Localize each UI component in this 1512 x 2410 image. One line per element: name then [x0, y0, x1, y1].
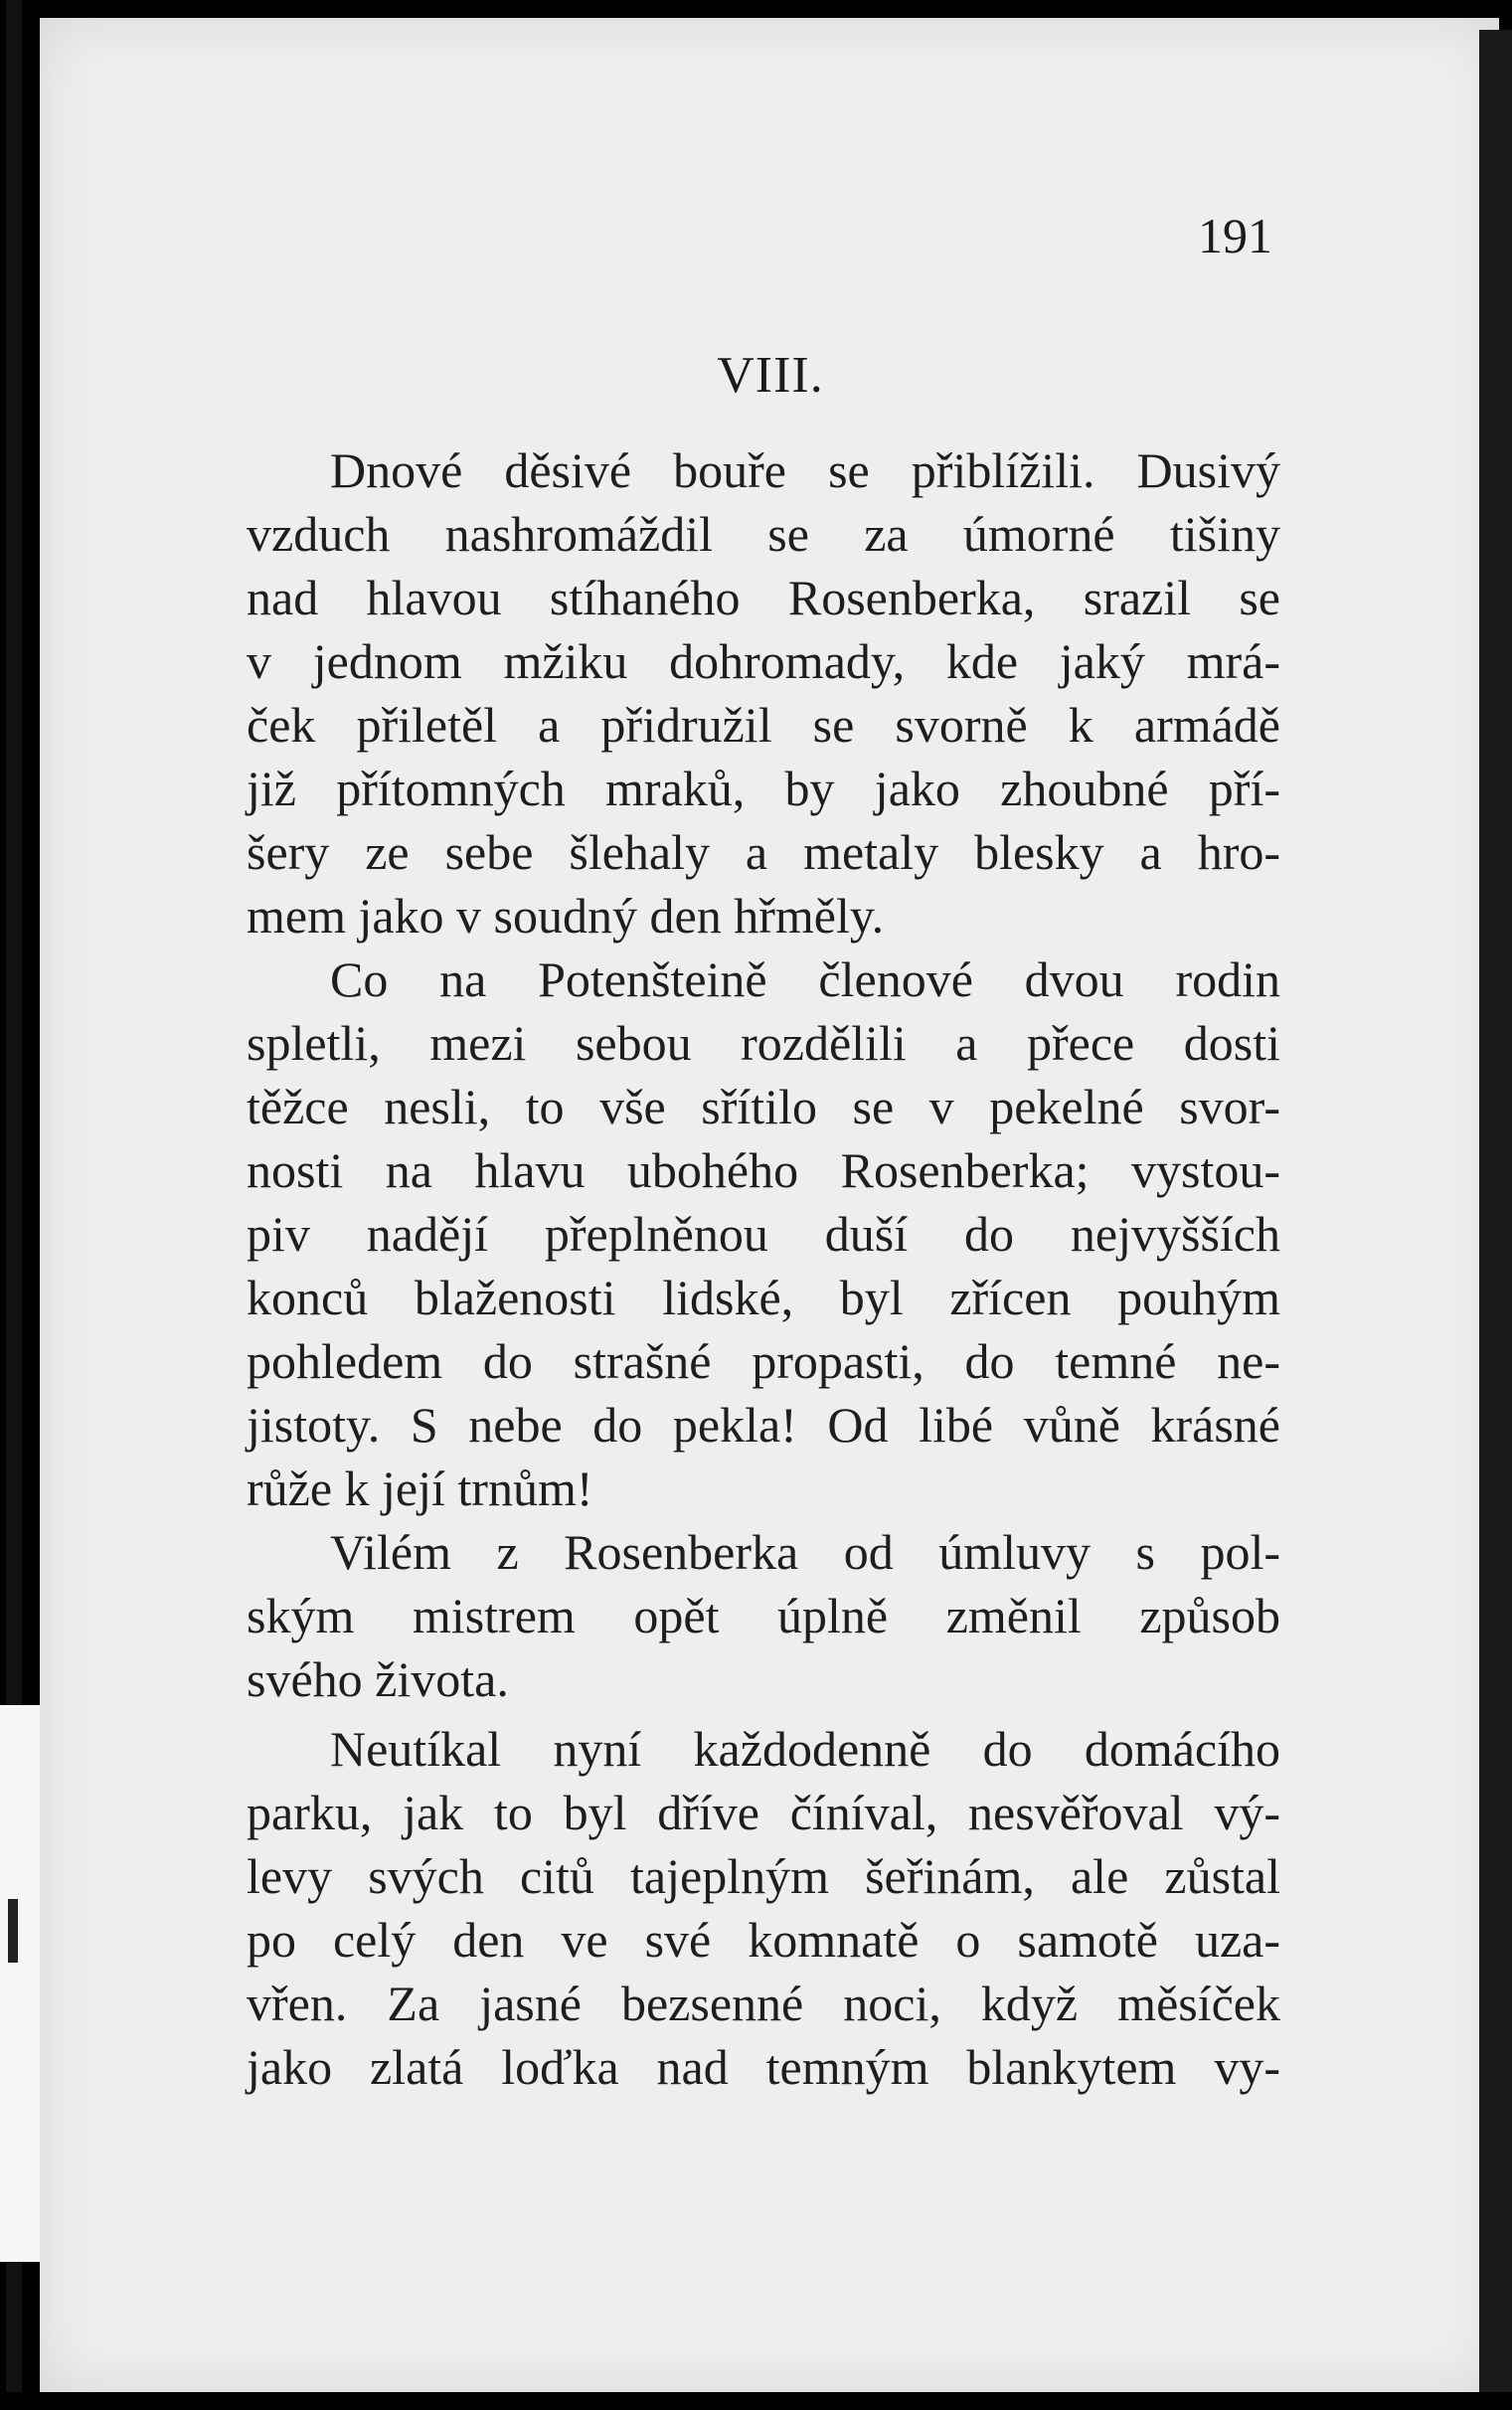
chapter-heading: VIII.	[717, 347, 824, 404]
text-line: spletli, mezi sebou rozdělili a přece dosti	[247, 1015, 1280, 1071]
text-line: Neutíkal nyní každodenně do domácího	[330, 1721, 1280, 1777]
text-line: Vilém z Rosenberka od úmluvy s pol-	[330, 1524, 1280, 1580]
page-edge-bottom	[0, 2392, 1512, 2410]
text-line: svého života.	[247, 1651, 509, 1707]
text-line: šery ze sebe šlehaly a metaly blesky a hro-	[247, 824, 1280, 880]
body-text	[247, 438, 1280, 2099]
binding-mark	[8, 1899, 18, 1963]
text-line: piv nadějí přeplněnou duší do nejvyšších	[247, 1206, 1280, 1262]
text-line: nosti na hlavu ubohého Rosenberka; vystou-	[247, 1142, 1280, 1198]
text-line: již přítomných mraků, by jako zhoubné pří-	[247, 761, 1280, 816]
text-line: pohledem do strašné propasti, do temné ne-	[247, 1333, 1280, 1389]
binding-edge-gap	[0, 1705, 40, 2262]
book-page	[40, 18, 1499, 2392]
text-line: v jednom mžiku dohromady, kde jaký mrá-	[247, 633, 1280, 689]
text-line: mem jako v soudný den hřměly.	[247, 888, 885, 944]
text-line: parku, jak to byl dříve číníval, nesvěřoval vý-	[247, 1785, 1280, 1840]
text-line: jistoty. S nebe do pekla! Od libé vůně krásné	[247, 1397, 1280, 1453]
text-line: levy svých citů tajeplným šeřinám, ale zůstal	[247, 1848, 1280, 1904]
text-line: konců blaženosti lidské, byl zřícen pouhým	[247, 1270, 1280, 1325]
text-line: jako zlatá loďka nad temným blankytem vy-	[247, 2039, 1280, 2095]
text-line: Dnové děsivé bouře se přiblížili. Dusivý	[330, 442, 1280, 498]
text-line: nad hlavou stíhaného Rosenberka, srazil se	[247, 570, 1280, 625]
text-line: ským mistrem opět úplně změnil způsob	[247, 1588, 1280, 1643]
text-line: růže k její trnům!	[247, 1461, 593, 1516]
text-line: po celý den ve své komnatě o samotě uza-	[247, 1912, 1280, 1968]
page-edge-right	[1479, 30, 1512, 2410]
text-line: vzduch nashromáždil se za úmorné tišiny	[247, 506, 1280, 562]
text-line: vřen. Za jasné bezsenné noci, když měsíček	[247, 1976, 1280, 2031]
text-line: Co na Potenšteině členové dvou rodin	[330, 951, 1280, 1007]
text-line: ček přiletěl a přidružil se svorně k armádě	[247, 697, 1280, 753]
text-line: těžce nesli, to vše sřítilo se v pekelné svor-	[247, 1079, 1280, 1134]
page-number: 191	[1198, 208, 1272, 263]
